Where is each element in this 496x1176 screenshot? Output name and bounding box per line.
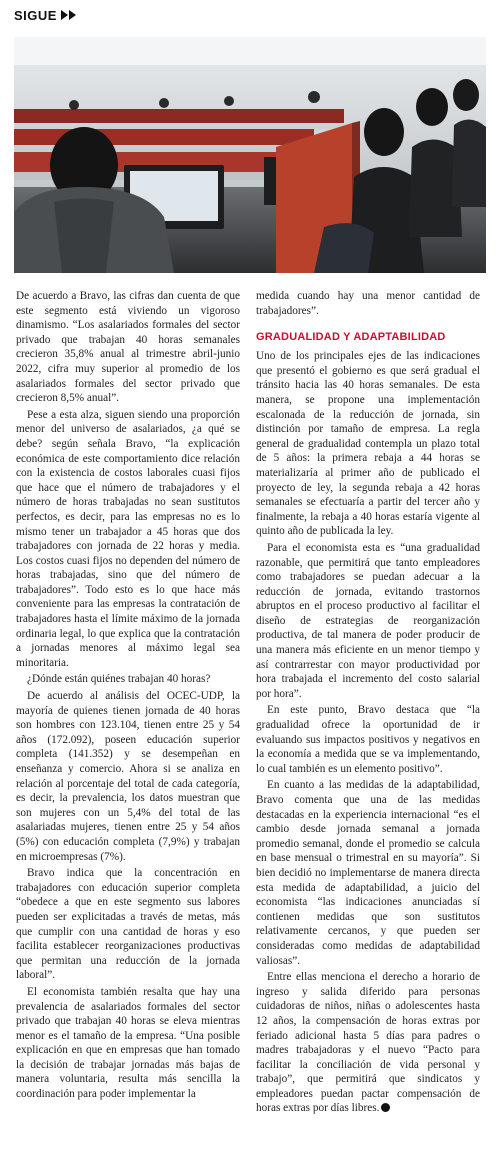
article-column-left [16,289,240,1104]
paragraph: ¿Dónde están quiénes trabajan 40 horas? [27,673,211,686]
call-center-photo [14,37,486,273]
paragraph: El economista también resalta que hay una prevalencia de asalariados formales del sector privado que trabajan 40 horas se eleva mientras menor es el tamaño de la empresa. “Una posible explicación en que en empresas que han tomado la decisión de trabajar jornadas más bajas de manera voluntaria, resulta más sencilla la coordinación para poder implementar la [16,985,240,1101]
article-column-right [256,289,480,1118]
section-subheading: GRADUALIDAD Y ADAPTABILIDAD [256,331,446,344]
paragraph: Para el economista esta es “una gradualidad razonable, que permitirá que tanto empleadores como trabajadores se puedan adecuar a la reducción de jornada, evitando trastornos abruptos en el proceso productivo al facilitar el diseño de estrategias de reorganización productiva, de tal manera de poder producir de una manera más eficiente en un menor tiempo y así contrarrestar con mayor productividad por hora trabajada el incremento del costo salarial por hora”. [256,541,480,700]
continue-header [14,6,76,24]
paragraph: Uno de los principales ejes de las indicaciones que presentó el gobierno es que será gradual el tránsito hacia las 40 horas semanales. De esta manera, se propone una implementación escalonada de la reducción de jornada, sin distinción por tamaño de empresa. La regla general de gradualidad contempla un plazo total de 5 años: la primera rebaja a 44 horas se materializaría al primer año de publicado el proyecto de ley, la segunda rebaja a 42 horas semanales se efectuaría a partir del tercer año y finalmente, la rebaja a 40 horas estaría vigente al quinto año de publicada la ley. [256,350,480,538]
double-arrow-icon [61,10,76,20]
call-center-image [14,37,486,273]
paragraph: En cuanto a las medidas de la adaptabilidad, Bravo comenta que una de las medidas destacadas en la experiencia internacional “es el cambio desde jornada semanal a jornada promedio semanal, donde el promedio se calcula en base mensual o trimestral en su mayoría”. Si bien decidió no implementarse de manera directa esta medida de adaptabilidad, a juicio del economista “las indicaciones anunciadas sí contienen medidas que son sustitutos relativamente cercanos, y que pueden ser consideradas como medidas de adaptabilidad valiosas”. [256,779,480,967]
paragraph: Pese a esta alza, siguen siendo una proporción menor del universo de asalariados, ¿a qué se debe? según señala Bravo, “la explicación económica de este comportamiento dice relación con la existencia de costos laborales cuasi fijos que hace que el número de trabajadores y el número de horas trabajadas no sean sustitutos perfectos, es decir, para las empresas no es lo mismo tener un trabajador a 45 horas que dos trabajadores con jornada de 22 horas y media. Los costos cuasi fijos no dependen del número de horas trabajadas, sino que del número de trabajadores”. Todo esto es lo que hace más conveniente para las empresas la contratación de trabajadores hasta el límite máximo de la jornada ordinaria legal, lo que explica que la contratación a jornadas menores al máximo legal sea minoritaria. [16,408,240,669]
paragraph: Bravo indica que la concentración en trabajadores con educación superior completa “obedece a que en este segmento sus labores pueden ser explicitadas a través de metas, más que cumplir con una cantidad de horas y eso facilita establecer reorganizaciones productivas que permitan una reducción de la jornada laboral”. [16,867,240,982]
paragraph: De acuerdo a Bravo, las cifras dan cuenta de que este segmento está viviendo un vigoroso dinamismo. “Los asalariados formales del sector privado que trabajan 40 horas semanales crecieron 35,8% anual al trimestre abril-junio 2022, cifra muy superior al promedio de los asalariados formales del sector privado que crecieron 8,5% anual”. [16,290,240,405]
paragraph: De acuerdo al análisis del OCEC-UDP, la mayoría de quienes tienen jornada de 40 horas son hombres con 123.104, tienen entre 25 y 54 años (172.092), poseen educación superior completa (141.352) y se desempeñan en enseñanza y comercio. Ahora si se analiza en relación al porcentaje del total de cada categoría, es decir, la prevalencia, los datos muestran que son mujeres con un 5,4% del total de las asalariadas mujeres, tienen entre 25 y 54 años (5%) con educación completa (7,9%) y trabajan en microempresas (7%). [16,690,240,863]
paragraph: En este punto, Bravo destaca que “la gradualidad ofrece la oportunidad de ir evaluando sus impactos positivos y negativos en la economía a medida que se va implementando, lo cual también es un elemento positivo”. [256,704,480,775]
paragraph-last [256,970,480,1116]
continue-label: SIGUE [14,7,57,23]
end-mark-icon [381,1103,390,1112]
paragraph-text: Entre ellas menciona el derecho a horario de ingreso y salida diferido para personas cuidadoras de niños, niñas o adolescentes hasta 12 años, la compensación de horas extras por feriado adicional hasta 5 días para padres o madres trabajadoras y el nuevo “Pacto para facilitar la conciliación de vida personal y trabajo”, que permitirá que sindicatos y empleadores puedan pactar compensación de horas extras por días libres. [256,971,480,1115]
paragraph: medida cuando hay una menor cantidad de trabajadores”. [256,290,480,317]
